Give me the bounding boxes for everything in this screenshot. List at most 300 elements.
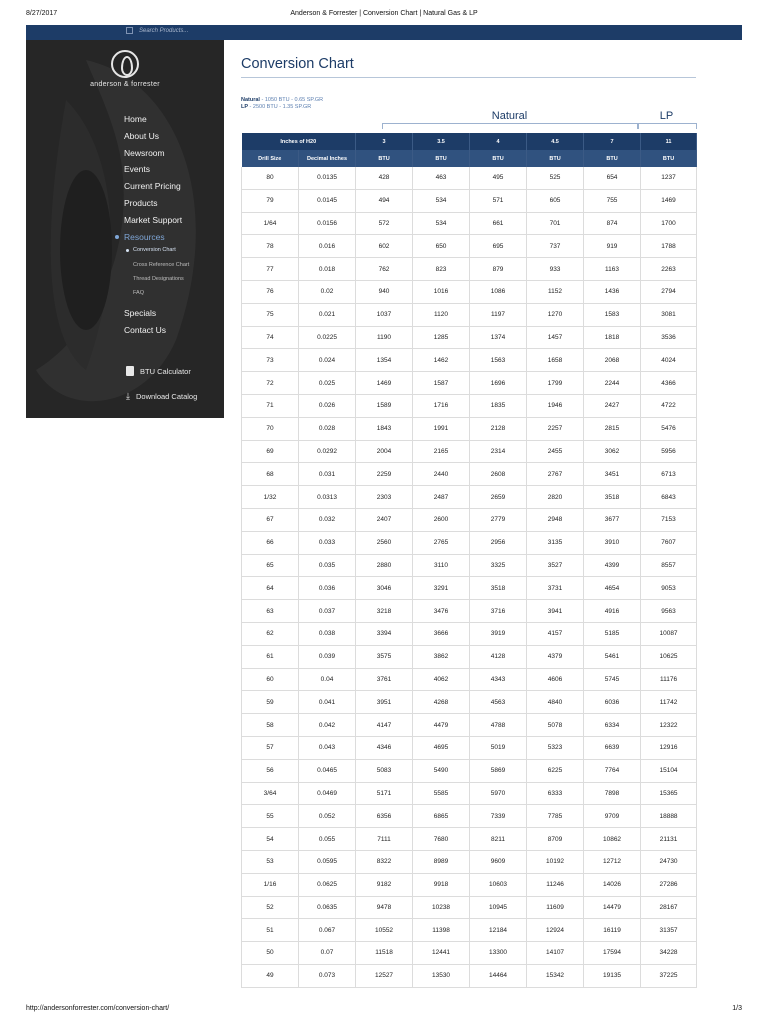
nav-subitem-thread-designations[interactable]: Thread Designations: [133, 275, 184, 282]
table-cell: 7898: [584, 782, 641, 805]
lp-group-label: LP: [659, 110, 674, 122]
table-cell: 11518: [356, 942, 413, 965]
table-row: [242, 212, 697, 235]
table-cell: 2455: [527, 440, 584, 463]
table-row: [242, 736, 697, 759]
table-row: [242, 850, 697, 873]
table-cell: 5869: [470, 759, 527, 782]
table-cell: 3951: [356, 691, 413, 714]
table-cell: 1086: [470, 280, 527, 303]
table-cell: 3046: [356, 577, 413, 600]
table-cell: 70: [242, 417, 299, 440]
table-cell: 1700: [641, 212, 697, 235]
table-cell: 0.073: [299, 964, 356, 987]
btu-header: BTU: [413, 150, 470, 167]
table-cell: 701: [527, 212, 584, 235]
table-cell: 2956: [470, 531, 527, 554]
table-cell: 4366: [641, 372, 697, 395]
table-cell: 14464: [470, 964, 527, 987]
table-cell: 2608: [470, 463, 527, 486]
table-cell: 62: [242, 622, 299, 645]
table-row: [242, 258, 697, 281]
nav-subitem-faq[interactable]: FAQ: [133, 289, 145, 296]
table-cell: 61: [242, 645, 299, 668]
table-cell: 1946: [527, 394, 584, 417]
table-cell: 1589: [356, 394, 413, 417]
table-cell: 0.0469: [299, 782, 356, 805]
table-cell: 77: [242, 258, 299, 281]
pressure-column-header: 7: [584, 133, 641, 150]
table-cell: 7607: [641, 531, 697, 554]
table-cell: 919: [584, 235, 641, 258]
table-cell: 34228: [641, 942, 697, 965]
table-cell: 1270: [527, 303, 584, 326]
btu-header: BTU: [470, 150, 527, 167]
nav-item-resources[interactable]: Resources: [124, 231, 189, 248]
table-cell: 5078: [527, 714, 584, 737]
table-cell: 11398: [413, 919, 470, 942]
table-cell: 1197: [470, 303, 527, 326]
table-cell: 15342: [527, 964, 584, 987]
table-cell: 0.07: [299, 942, 356, 965]
table-row: [242, 417, 697, 440]
table-cell: 12527: [356, 964, 413, 987]
table-cell: 13530: [413, 964, 470, 987]
table-cell: 5019: [470, 736, 527, 759]
table-cell: 64: [242, 577, 299, 600]
table-cell: 75: [242, 303, 299, 326]
conversion-table: [241, 133, 697, 988]
table-cell: 4379: [527, 645, 584, 668]
table-cell: 3677: [584, 508, 641, 531]
table-cell: 5171: [356, 782, 413, 805]
table-row: [242, 964, 697, 987]
nav-subitem-conversion-chart[interactable]: Conversion Chart: [124, 247, 189, 261]
column-group-headers: [241, 108, 696, 128]
natural-legend-label: Natural: [241, 97, 260, 103]
table-cell: 525: [527, 167, 584, 189]
table-row: [242, 919, 697, 942]
table-cell: 7680: [413, 828, 470, 851]
table-cell: 1587: [413, 372, 470, 395]
print-date: 8/27/2017: [26, 10, 58, 17]
table-row: [242, 326, 697, 349]
table-cell: 3919: [470, 622, 527, 645]
table-row: [242, 577, 697, 600]
table-cell: 874: [584, 212, 641, 235]
top-bar: [26, 25, 742, 40]
table-cell: 2880: [356, 554, 413, 577]
table-cell: 1658: [527, 349, 584, 372]
table-cell: 602: [356, 235, 413, 258]
table-cell: 10238: [413, 896, 470, 919]
table-header-row: [242, 133, 697, 150]
table-row: [242, 303, 697, 326]
table-cell: 940: [356, 280, 413, 303]
table-cell: 55: [242, 805, 299, 828]
table-cell: 78: [242, 235, 299, 258]
download-catalog-link[interactable]: [126, 391, 197, 402]
table-cell: 933: [527, 258, 584, 281]
table-row: [242, 600, 697, 623]
table-cell: 21131: [641, 828, 697, 851]
table-cell: 0.024: [299, 349, 356, 372]
table-cell: 0.0595: [299, 850, 356, 873]
table-cell: 4695: [413, 736, 470, 759]
table-row: [242, 645, 697, 668]
table-cell: 10192: [527, 850, 584, 873]
table-cell: 0.02: [299, 280, 356, 303]
table-row: [242, 394, 697, 417]
table-cell: 3135: [527, 531, 584, 554]
table-cell: 0.032: [299, 508, 356, 531]
table-cell: 50: [242, 942, 299, 965]
lp-legend-spec: - 2500 BTU - 1.35 SP.GR: [248, 104, 312, 110]
table-cell: 494: [356, 189, 413, 212]
table-cell: 9563: [641, 600, 697, 623]
table-cell: 2257: [527, 417, 584, 440]
table-cell: 80: [242, 167, 299, 189]
table-cell: 1469: [356, 372, 413, 395]
table-cell: 1788: [641, 235, 697, 258]
table-cell: 1016: [413, 280, 470, 303]
table-cell: 5461: [584, 645, 641, 668]
print-url: http://andersonforrester.com/conversion-chart/: [26, 1005, 170, 1012]
table-cell: 0.0145: [299, 189, 356, 212]
table-cell: 2794: [641, 280, 697, 303]
table-row: [242, 668, 697, 691]
inches-of-water-header: Inches of H20: [242, 133, 356, 150]
table-cell: 5585: [413, 782, 470, 805]
table-cell: 6334: [584, 714, 641, 737]
table-cell: 5745: [584, 668, 641, 691]
btu-header: BTU: [641, 150, 697, 167]
table-cell: 4788: [470, 714, 527, 737]
table-cell: 76: [242, 280, 299, 303]
table-cell: 7111: [356, 828, 413, 851]
nav-item-home[interactable]: Home: [124, 114, 147, 124]
table-cell: 1152: [527, 280, 584, 303]
table-cell: 4840: [527, 691, 584, 714]
nav-item-current-pricing[interactable]: Current Pricing: [124, 181, 181, 192]
table-row: [242, 280, 697, 303]
natural-group-label: Natural: [491, 110, 528, 122]
table-cell: 0.0313: [299, 486, 356, 509]
table-row: [242, 782, 697, 805]
table-row: [242, 622, 697, 645]
table-cell: 0.038: [299, 622, 356, 645]
table-cell: 18888: [641, 805, 697, 828]
table-cell: 74: [242, 326, 299, 349]
table-cell: 762: [356, 258, 413, 281]
table-cell: 1843: [356, 417, 413, 440]
table-cell: 27286: [641, 873, 697, 896]
table-cell: 1190: [356, 326, 413, 349]
table-cell: 2487: [413, 486, 470, 509]
table-cell: 755: [584, 189, 641, 212]
table-cell: 52: [242, 896, 299, 919]
table-cell: 0.035: [299, 554, 356, 577]
nav-item-events[interactable]: Events: [124, 164, 150, 175]
table-cell: 4147: [356, 714, 413, 737]
table-cell: 0.0135: [299, 167, 356, 189]
pressure-column-header: 4: [470, 133, 527, 150]
table-cell: 5323: [527, 736, 584, 759]
table-cell: 2259: [356, 463, 413, 486]
table-cell: 3575: [356, 645, 413, 668]
table-cell: 4722: [641, 394, 697, 417]
table-row: [242, 828, 697, 851]
table-cell: 2779: [470, 508, 527, 531]
table-cell: 3527: [527, 554, 584, 577]
table-cell: 60: [242, 668, 299, 691]
table-cell: 6225: [527, 759, 584, 782]
table-cell: 3536: [641, 326, 697, 349]
table-row: [242, 508, 697, 531]
table-cell: 8211: [470, 828, 527, 851]
table-cell: 4563: [470, 691, 527, 714]
table-cell: 572: [356, 212, 413, 235]
table-cell: 428: [356, 167, 413, 189]
table-cell: 1037: [356, 303, 413, 326]
table-cell: 6865: [413, 805, 470, 828]
table-cell: 10625: [641, 645, 697, 668]
table-cell: 5185: [584, 622, 641, 645]
table-cell: 2820: [527, 486, 584, 509]
table-cell: 10087: [641, 622, 697, 645]
table-row: [242, 759, 697, 782]
table-cell: 0.0625: [299, 873, 356, 896]
table-row: [242, 440, 697, 463]
table-cell: 9609: [470, 850, 527, 873]
table-cell: 73: [242, 349, 299, 372]
table-cell: 1818: [584, 326, 641, 349]
print-header: [0, 10, 768, 22]
table-cell: 3731: [527, 577, 584, 600]
table-cell: 605: [527, 189, 584, 212]
table-cell: 3081: [641, 303, 697, 326]
table-cell: 2767: [527, 463, 584, 486]
table-cell: 1285: [413, 326, 470, 349]
table-cell: 1835: [470, 394, 527, 417]
table-cell: 4346: [356, 736, 413, 759]
table-cell: 2600: [413, 508, 470, 531]
table-subheader-row: [242, 150, 697, 167]
table-cell: 4654: [584, 577, 641, 600]
nav-item-specials[interactable]: Specials: [124, 308, 157, 319]
nav-subitem-cross-reference-chart[interactable]: Cross Reference Chart: [133, 261, 190, 268]
table-cell: 1583: [584, 303, 641, 326]
page-title: Conversion Chart: [241, 56, 354, 72]
table-cell: 2407: [356, 508, 413, 531]
table-cell: 1462: [413, 349, 470, 372]
search-box[interactable]: [126, 27, 188, 34]
table-row: [242, 873, 697, 896]
table-cell: 12441: [413, 942, 470, 965]
table-cell: 3451: [584, 463, 641, 486]
main-content: [241, 56, 696, 980]
table-row: [242, 235, 697, 258]
table-cell: 5956: [641, 440, 697, 463]
table-cell: 1696: [470, 372, 527, 395]
nav-item-products[interactable]: Products: [124, 197, 158, 208]
table-cell: 5970: [470, 782, 527, 805]
table-cell: 4916: [584, 600, 641, 623]
table-cell: 66: [242, 531, 299, 554]
table-cell: 10552: [356, 919, 413, 942]
table-cell: 0.031: [299, 463, 356, 486]
table-row: [242, 372, 697, 395]
table-cell: 0.026: [299, 394, 356, 417]
table-cell: 650: [413, 235, 470, 258]
table-cell: 53: [242, 850, 299, 873]
table-cell: 0.039: [299, 645, 356, 668]
table-cell: 9709: [584, 805, 641, 828]
table-cell: 0.025: [299, 372, 356, 395]
table-cell: 823: [413, 258, 470, 281]
table-row: [242, 691, 697, 714]
table-cell: 67: [242, 508, 299, 531]
table-cell: 1354: [356, 349, 413, 372]
table-cell: 3291: [413, 577, 470, 600]
pressure-column-header: 4.5: [527, 133, 584, 150]
table-cell: 0.021: [299, 303, 356, 326]
table-cell: 1563: [470, 349, 527, 372]
table-cell: 6333: [527, 782, 584, 805]
table-cell: 534: [413, 189, 470, 212]
table-cell: 3218: [356, 600, 413, 623]
table-cell: 879: [470, 258, 527, 281]
table-cell: 2948: [527, 508, 584, 531]
table-cell: 3518: [470, 577, 527, 600]
table-cell: 2659: [470, 486, 527, 509]
table-row: [242, 942, 697, 965]
btu-calculator-link[interactable]: [126, 366, 191, 376]
table-cell: 3062: [584, 440, 641, 463]
table-cell: 3761: [356, 668, 413, 691]
table-cell: 1/16: [242, 873, 299, 896]
table-cell: 3394: [356, 622, 413, 645]
search-icon: [126, 27, 133, 34]
table-cell: 28167: [641, 896, 697, 919]
table-cell: 0.0156: [299, 212, 356, 235]
table-cell: 0.055: [299, 828, 356, 851]
table-row: [242, 349, 697, 372]
btu-header: BTU: [584, 150, 641, 167]
table-cell: 0.036: [299, 577, 356, 600]
table-cell: 63: [242, 600, 299, 623]
table-cell: 0.0292: [299, 440, 356, 463]
table-cell: 24730: [641, 850, 697, 873]
table-row: [242, 167, 697, 189]
table-cell: 0.037: [299, 600, 356, 623]
table-cell: 7785: [527, 805, 584, 828]
table-cell: 2560: [356, 531, 413, 554]
table-cell: 1457: [527, 326, 584, 349]
print-title: Anderson & Forrester | Conversion Chart | Natural Gas & LP: [290, 10, 478, 17]
table-cell: 13300: [470, 942, 527, 965]
table-cell: 1237: [641, 167, 697, 189]
table-cell: 0.0225: [299, 326, 356, 349]
table-cell: 0.067: [299, 919, 356, 942]
table-cell: 3518: [584, 486, 641, 509]
table-cell: 1/32: [242, 486, 299, 509]
table-cell: 69: [242, 440, 299, 463]
table-cell: 3476: [413, 600, 470, 623]
table-row: [242, 189, 697, 212]
table-cell: 0.016: [299, 235, 356, 258]
table-cell: 51: [242, 919, 299, 942]
table-cell: 1716: [413, 394, 470, 417]
print-page-number: 1/3: [732, 1005, 742, 1012]
table-cell: 3110: [413, 554, 470, 577]
download-icon: ⤓: [126, 391, 130, 401]
table-cell: 12184: [470, 919, 527, 942]
table-cell: 72: [242, 372, 299, 395]
table-cell: 3/64: [242, 782, 299, 805]
table-cell: 7764: [584, 759, 641, 782]
table-cell: 2165: [413, 440, 470, 463]
table-cell: 4343: [470, 668, 527, 691]
btu-header: BTU: [527, 150, 584, 167]
table-cell: 15365: [641, 782, 697, 805]
nav-item-newsroom[interactable]: Newsroom: [124, 147, 165, 158]
table-cell: 3910: [584, 531, 641, 554]
table-cell: 1163: [584, 258, 641, 281]
table-cell: 14107: [527, 942, 584, 965]
lp-group-bracket: [637, 123, 697, 129]
table-cell: 0.043: [299, 736, 356, 759]
table-cell: 3666: [413, 622, 470, 645]
brand-logo[interactable]: [26, 50, 224, 88]
table-cell: 3862: [413, 645, 470, 668]
table-cell: 8989: [413, 850, 470, 873]
table-cell: 1991: [413, 417, 470, 440]
table-cell: 59: [242, 691, 299, 714]
table-cell: 11742: [641, 691, 697, 714]
table-cell: 65: [242, 554, 299, 577]
table-cell: 9053: [641, 577, 697, 600]
nav-item-contact-us[interactable]: Contact Us: [124, 324, 167, 335]
search-input[interactable]: Search Products...: [139, 27, 189, 34]
pressure-column-header: 11: [641, 133, 697, 150]
table-cell: 58: [242, 714, 299, 737]
pressure-column-header: 3: [356, 133, 413, 150]
table-cell: 0.033: [299, 531, 356, 554]
table-cell: 9918: [413, 873, 470, 896]
table-row: [242, 896, 697, 919]
nav-item-about-us[interactable]: About Us: [124, 130, 159, 141]
table-cell: 3325: [470, 554, 527, 577]
table-row: [242, 714, 697, 737]
table-cell: 15104: [641, 759, 697, 782]
download-catalog-label: Download Catalog: [135, 392, 198, 401]
table-cell: 4399: [584, 554, 641, 577]
table-cell: 5490: [413, 759, 470, 782]
nav-item-market-support[interactable]: Market Support: [124, 214, 183, 225]
table-cell: 11176: [641, 668, 697, 691]
lp-legend-label: LP: [241, 104, 249, 110]
title-divider: [241, 77, 696, 78]
table-cell: 1/64: [242, 212, 299, 235]
table-cell: 2244: [584, 372, 641, 395]
table-cell: 571: [470, 189, 527, 212]
table-cell: 8709: [527, 828, 584, 851]
table-cell: 2128: [470, 417, 527, 440]
table-cell: 1799: [527, 372, 584, 395]
table-cell: 31357: [641, 919, 697, 942]
table-cell: 12916: [641, 736, 697, 759]
